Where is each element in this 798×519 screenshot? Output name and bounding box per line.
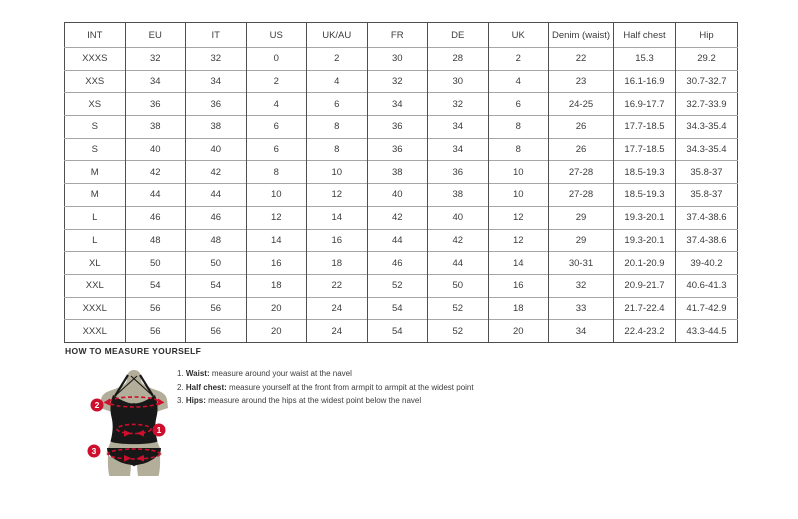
table-cell: 44 [367, 229, 428, 252]
table-cell: 50 [428, 274, 489, 297]
table-cell: 29 [549, 206, 614, 229]
table-cell: 42 [428, 229, 489, 252]
table-cell: L [65, 206, 126, 229]
column-header: FR [367, 23, 428, 48]
table-cell: XXXS [65, 48, 126, 71]
table-cell: 40 [428, 206, 489, 229]
table-cell: 27-28 [549, 184, 614, 207]
table-cell: 12 [307, 184, 368, 207]
table-cell: 8 [307, 138, 368, 161]
measure-step: 3. Hips: measure around the hips at the widest point below the navel [177, 396, 422, 406]
table-cell: 36 [367, 138, 428, 161]
table-cell: 6 [488, 93, 549, 116]
mannequin-measure-icon [84, 369, 184, 479]
table-cell: 32 [186, 48, 247, 71]
table-cell: 52 [428, 320, 489, 343]
table-cell: 2 [488, 48, 549, 71]
table-cell: 6 [246, 116, 307, 139]
table-cell: 52 [428, 297, 489, 320]
table-cell: 42 [186, 161, 247, 184]
table-cell: 38 [186, 116, 247, 139]
table-cell: 24-25 [549, 93, 614, 116]
table-cell: 29 [549, 229, 614, 252]
table-cell: 37.4-38.6 [676, 206, 738, 229]
table-cell: 44 [125, 184, 186, 207]
table-row [65, 70, 738, 93]
table-cell: 12 [246, 206, 307, 229]
table-cell: 40.6-41.3 [676, 274, 738, 297]
table-row [65, 229, 738, 252]
table-cell: 8 [488, 138, 549, 161]
table-cell: 32 [367, 70, 428, 93]
column-header: Hip [676, 23, 738, 48]
table-cell: 46 [186, 206, 247, 229]
table-cell: XXXL [65, 320, 126, 343]
size-chart-table [64, 22, 738, 343]
table-cell: L [65, 229, 126, 252]
table-cell: 50 [186, 252, 247, 275]
table-cell: 32 [549, 274, 614, 297]
table-cell: 35.8-37 [676, 184, 738, 207]
table-cell: 35.8-37 [676, 161, 738, 184]
table-cell: 4 [488, 70, 549, 93]
table-cell: 12 [488, 206, 549, 229]
table-cell: 42 [125, 161, 186, 184]
table-cell: 56 [125, 297, 186, 320]
table-cell: 10 [246, 184, 307, 207]
badge-1: 1 [156, 425, 162, 435]
table-cell: 32 [428, 93, 489, 116]
table-cell: 20.1-20.9 [614, 252, 676, 275]
table-cell: 48 [186, 229, 247, 252]
table-cell: 40 [125, 138, 186, 161]
column-header: DE [428, 23, 489, 48]
table-cell: 16 [307, 229, 368, 252]
table-cell: 42 [367, 206, 428, 229]
table-cell: 20.9-21.7 [614, 274, 676, 297]
size-chart-body [65, 48, 738, 343]
table-cell: 8 [307, 116, 368, 139]
table-cell: 46 [125, 206, 186, 229]
column-header: Half chest [614, 23, 676, 48]
table-cell: 19.3-20.1 [614, 206, 676, 229]
table-cell: 56 [186, 297, 247, 320]
table-cell: 16 [488, 274, 549, 297]
badge-3: 3 [91, 446, 97, 456]
table-cell: 19.3-20.1 [614, 229, 676, 252]
table-cell: 46 [367, 252, 428, 275]
table-cell: S [65, 138, 126, 161]
table-cell: 21.7-22.4 [614, 297, 676, 320]
table-cell: 34 [428, 138, 489, 161]
table-cell: 38 [125, 116, 186, 139]
table-cell: XS [65, 93, 126, 116]
table-cell: 14 [307, 206, 368, 229]
column-header: UK [488, 23, 549, 48]
table-cell: 33 [549, 297, 614, 320]
badge-2: 2 [94, 400, 100, 410]
size-chart-section [64, 22, 738, 343]
table-cell: 22 [549, 48, 614, 71]
table-cell: M [65, 184, 126, 207]
table-cell: 27-28 [549, 161, 614, 184]
table-cell: 10 [488, 184, 549, 207]
table-cell: 10 [488, 161, 549, 184]
table-cell: 4 [246, 93, 307, 116]
table-cell: S [65, 116, 126, 139]
table-cell: XXS [65, 70, 126, 93]
table-cell: 10 [307, 161, 368, 184]
table-cell: 8 [246, 161, 307, 184]
table-cell: 34.3-35.4 [676, 138, 738, 161]
table-cell: 54 [367, 320, 428, 343]
column-header: Denim (waist) [549, 23, 614, 48]
table-cell: 20 [488, 320, 549, 343]
table-cell: 34 [125, 70, 186, 93]
measure-step: 2. Half chest: measure yourself at the front from armpit to armpit at the widest point [177, 382, 474, 392]
table-cell: XXXL [65, 297, 126, 320]
table-cell: XXL [65, 274, 126, 297]
table-cell: 34 [428, 116, 489, 139]
table-row [65, 161, 738, 184]
table-cell: 18.5-19.3 [614, 184, 676, 207]
table-cell: 6 [307, 93, 368, 116]
table-cell: 50 [125, 252, 186, 275]
table-cell: 8 [488, 116, 549, 139]
table-row [65, 252, 738, 275]
table-cell: 56 [186, 320, 247, 343]
table-cell: 17.7-18.5 [614, 138, 676, 161]
table-cell: 26 [549, 138, 614, 161]
table-cell: 44 [186, 184, 247, 207]
table-cell: 15.3 [614, 48, 676, 71]
column-header: INT [87, 29, 103, 41]
table-cell: XL [65, 252, 126, 275]
table-cell: 36 [428, 161, 489, 184]
table-cell: 0 [246, 48, 307, 71]
table-cell: 52 [367, 274, 428, 297]
table-row [65, 138, 738, 161]
table-cell: 30.7-32.7 [676, 70, 738, 93]
table-cell: 17.7-18.5 [614, 116, 676, 139]
table-cell: 40 [367, 184, 428, 207]
table-cell: 30 [428, 70, 489, 93]
measure-step: 1. Waist: measure around your waist at the navel [177, 369, 352, 378]
size-chart-header [65, 23, 738, 48]
table-cell: 16 [246, 252, 307, 275]
table-row [65, 206, 738, 229]
table-cell: 41.7-42.9 [676, 297, 738, 320]
table-cell: 18 [307, 252, 368, 275]
table-cell: 34.3-35.4 [676, 116, 738, 139]
table-cell: 23 [549, 70, 614, 93]
table-cell: 20 [246, 297, 307, 320]
measure-figure [84, 369, 184, 479]
table-cell: 54 [186, 274, 247, 297]
table-cell: 16.1-16.9 [614, 70, 676, 93]
table-row [65, 184, 738, 207]
table-cell: 40 [186, 138, 247, 161]
table-cell: 54 [125, 274, 186, 297]
table-row [65, 48, 738, 71]
table-cell: 56 [125, 320, 186, 343]
table-cell: 32 [125, 48, 186, 71]
column-header: EU [125, 23, 186, 48]
table-cell: 34 [367, 93, 428, 116]
table-cell: 26 [549, 116, 614, 139]
table-cell: 30 [367, 48, 428, 71]
table-cell: 14 [246, 229, 307, 252]
table-cell: 37.4-38.6 [676, 229, 738, 252]
table-cell: 20 [246, 320, 307, 343]
table-cell: 39-40.2 [676, 252, 738, 275]
column-header: IT [186, 23, 247, 48]
table-cell: 28 [428, 48, 489, 71]
table-cell: 36 [125, 93, 186, 116]
table-cell: 4 [307, 70, 368, 93]
table-cell: 29.2 [676, 48, 738, 71]
table-cell: 36 [186, 93, 247, 116]
column-header: US [246, 23, 307, 48]
measure-section-heading: HOW TO MEASURE YOURSELF [65, 346, 202, 356]
table-row [65, 320, 738, 343]
table-row [65, 297, 738, 320]
table-cell: 18.5-19.3 [614, 161, 676, 184]
table-cell: 48 [125, 229, 186, 252]
table-cell: 38 [367, 161, 428, 184]
table-cell: 24 [307, 297, 368, 320]
table-cell: 18 [488, 297, 549, 320]
table-cell: 36 [367, 116, 428, 139]
table-cell: 34 [549, 320, 614, 343]
table-cell: 22 [307, 274, 368, 297]
table-cell: 18 [246, 274, 307, 297]
table-cell: 34 [186, 70, 247, 93]
table-cell: 38 [428, 184, 489, 207]
column-header: UK/AU [307, 23, 368, 48]
table-cell: M [65, 161, 126, 184]
table-cell: 30-31 [549, 252, 614, 275]
table-cell: 16.9-17.7 [614, 93, 676, 116]
table-cell: 2 [246, 70, 307, 93]
table-row [65, 116, 738, 139]
measure-steps [177, 367, 474, 408]
table-cell: 12 [488, 229, 549, 252]
table-cell: 43.3-44.5 [676, 320, 738, 343]
table-cell: 22.4-23.2 [614, 320, 676, 343]
table-cell: 14 [488, 252, 549, 275]
table-cell: 24 [307, 320, 368, 343]
table-cell: 44 [428, 252, 489, 275]
table-row [65, 274, 738, 297]
table-cell: 54 [367, 297, 428, 320]
table-cell: 2 [307, 48, 368, 71]
table-cell: 6 [246, 138, 307, 161]
table-row [65, 93, 738, 116]
table-cell: 32.7-33.9 [676, 93, 738, 116]
